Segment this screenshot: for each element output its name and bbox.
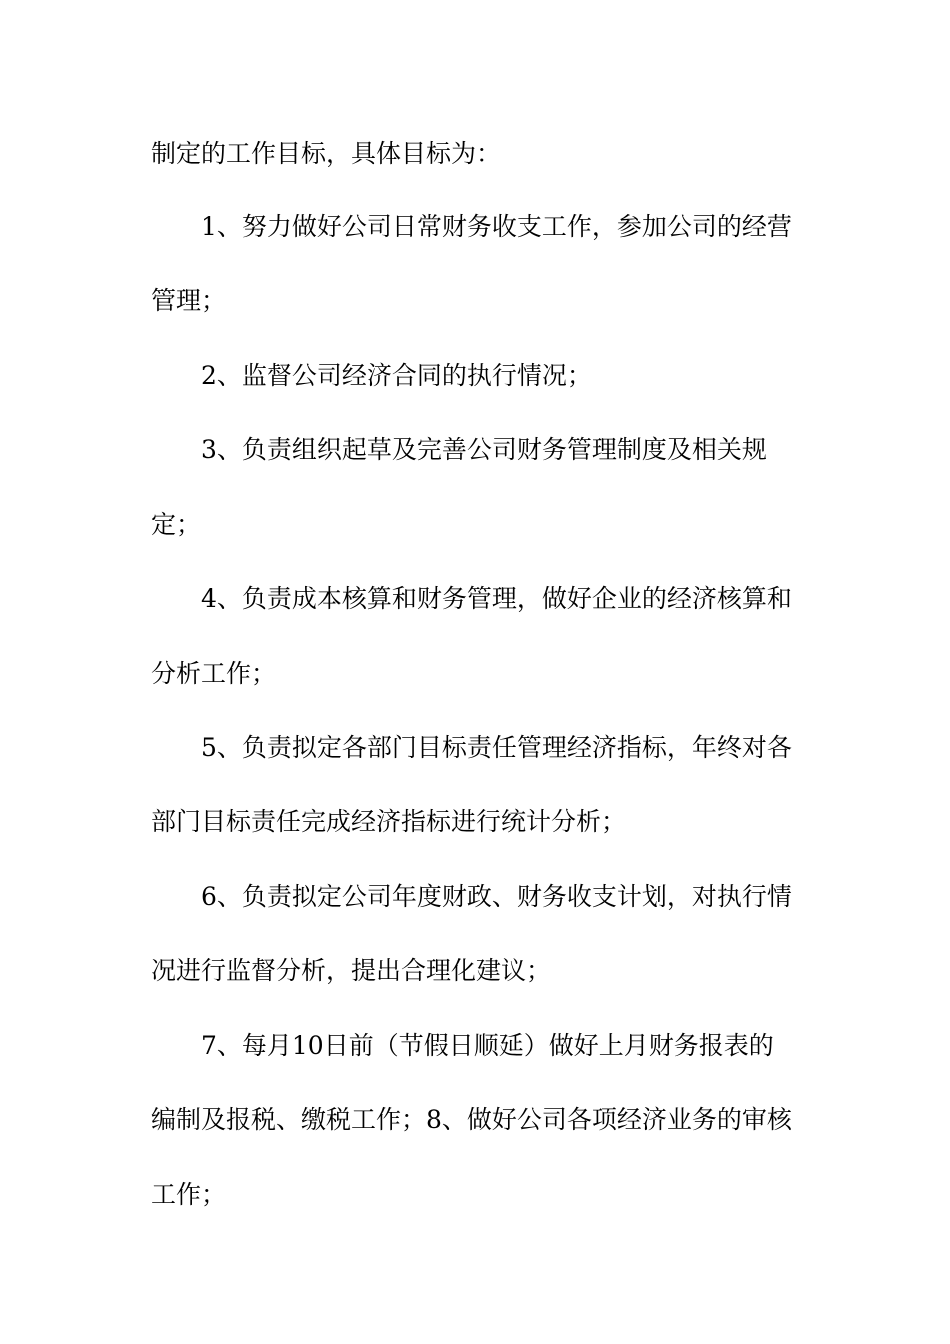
- list-item-4: 4、负责成本核算和财务管理，做好企业的经济核算和: [201, 584, 792, 613]
- text-line: 部门目标责任完成经济指标进行统计分析；: [151, 807, 627, 836]
- text-line: 工作；: [151, 1180, 227, 1209]
- list-item-2: 2、监督公司经济合同的执行情况；: [201, 361, 592, 390]
- list-item-7: 7、每月10日前（节假日顺延）做好上月财务报表的: [201, 1031, 774, 1060]
- list-item-1: 1、努力做好公司日常财务收支工作，参加公司的经营: [201, 212, 792, 241]
- text-line: 制定的工作目标，具体目标为：: [151, 139, 502, 168]
- text-line: 管理；: [151, 286, 227, 315]
- text-line: 定；: [151, 510, 202, 539]
- list-item-3: 3、负责组织起草及完善公司财务管理制度及相关规: [201, 435, 767, 464]
- text-line: 分析工作；: [151, 659, 277, 688]
- text-line: 编制及报税、缴税工作；8、做好公司各项经济业务的审核: [151, 1105, 792, 1134]
- list-item-6: 6、负责拟定公司年度财政、财务收支计划，对执行情: [201, 882, 792, 911]
- list-item-5: 5、负责拟定各部门目标责任管理经济指标，年终对各: [201, 733, 792, 762]
- text-line: 况进行监督分析，提出合理化建议；: [151, 956, 552, 985]
